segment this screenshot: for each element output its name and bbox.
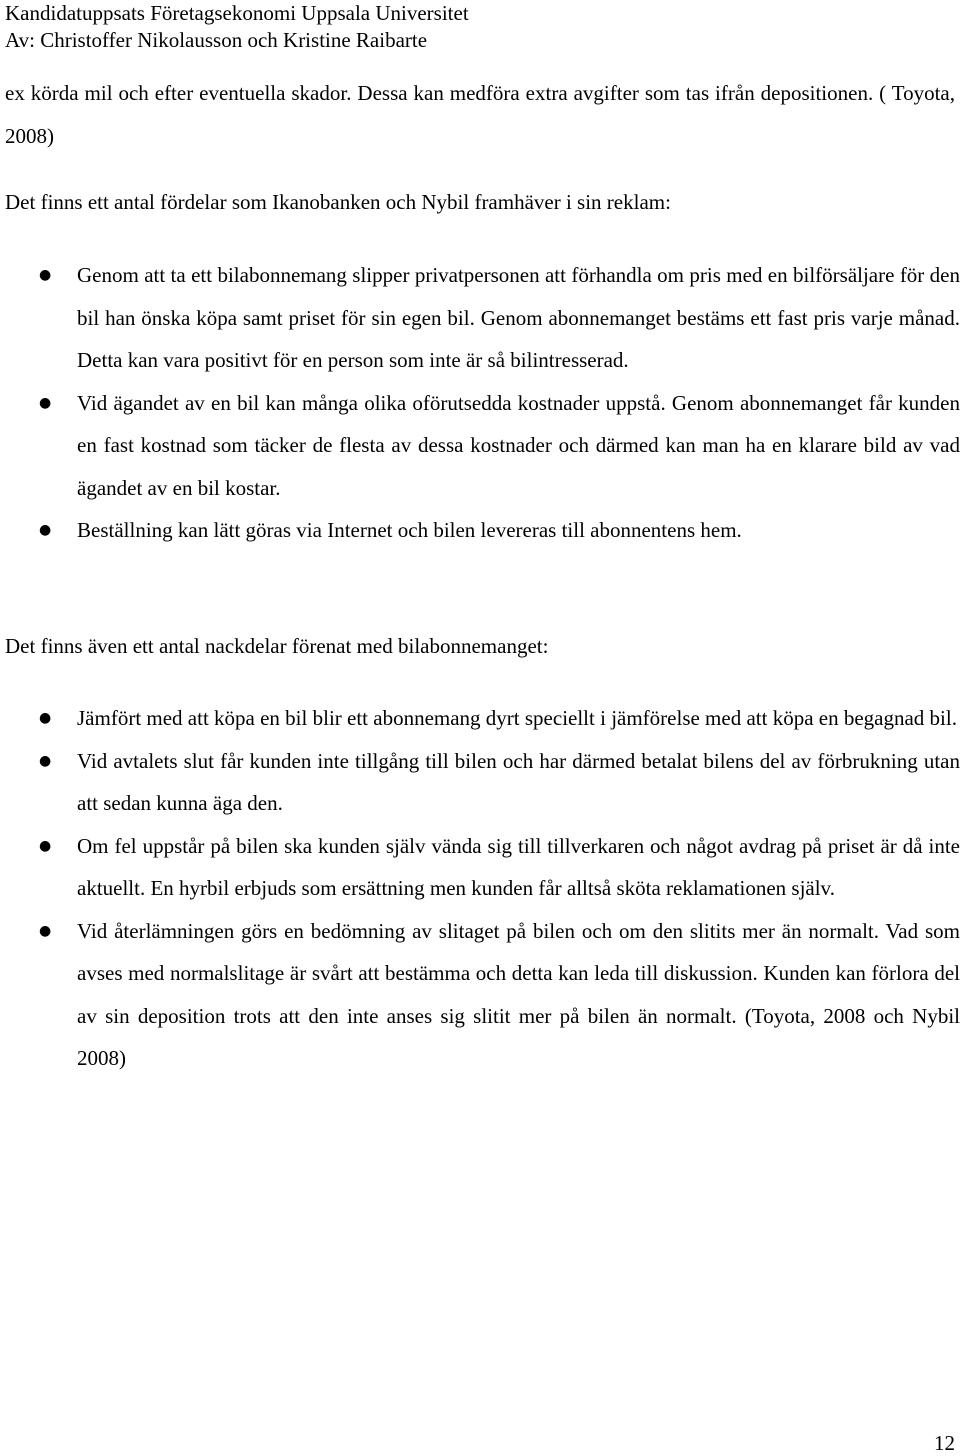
continuation-paragraph-block (5, 72, 955, 157)
disadvantages-list (0, 697, 960, 1080)
header-authors-line: Av: Christoffer Nikolausson och Kristine Raibarte (5, 28, 428, 52)
disadvantages-intro: Det finns även ett antal nackdelar förenat med bilabonnemanget: (5, 634, 549, 658)
disadvantage-text: Vid återlämningen görs en bedömning av slitaget på bilen och om den slitits mer än normalt. Vad som avses med normalslitage är svårt att bestämma och detta kan leda till diskussion. Kunden kan förlora del av sin deposition trots att den inte anses sig slitit mer på bilen än normalt. (Toyota, 2008 och Nybil 2008) (77, 918, 960, 1070)
bullet-icon: ● (39, 267, 52, 283)
disadvantages-intro-block (5, 625, 955, 668)
page-number: 12 (934, 1431, 955, 1455)
header-course-line: Kandidatuppsats Företagsekonomi Uppsala Universitet (5, 1, 469, 25)
list-item (0, 382, 960, 510)
list-item (0, 910, 960, 1080)
list-item (0, 740, 960, 825)
advantage-text: Vid ägandet av en bil kan många olika oförutsedda kostnader uppstå. Genom abonnemanget får kunden en fast kostnad som täcker de flesta av dessa kostnader och därmed kan man ha en klarare bild av vad ägandet av en bil kostar. (77, 390, 960, 500)
continuation-paragraph: ex körda mil och efter eventuella skador. Dessa kan medföra extra avgifter som tas ifrån depositionen. ( Toyota, 2008) (5, 81, 955, 148)
advantage-text: Genom att ta ett bilabonnemang slipper privatpersonen att förhandla om pris med en bilförsäljare för den bil han önska köpa samt priset för sin egen bil. Genom abonnemanget bestäms ett fast pris varje månad. Detta kan vara positivt för en person som inte är så bilintresserad. (77, 263, 960, 372)
bullet-icon: ● (39, 522, 52, 538)
advantages-intro-block (5, 181, 955, 224)
page-header (5, 0, 955, 54)
advantages-list-block (0, 254, 960, 552)
disadvantage-text: Vid avtalets slut får kunden inte tillgång till bilen och har därmed betalat bilens del av förbrukning utan att sedan kunna äga den. (77, 748, 960, 815)
bullet-icon: ● (39, 752, 52, 769)
bullet-icon: ● (39, 394, 52, 411)
disadvantage-text: Jämfört med att köpa en bil blir ett abonnemang dyrt speciellt i jämförelse med att köpa en begagnad bil. (77, 706, 957, 730)
list-item (0, 254, 960, 382)
advantage-text: Beställning kan lätt göras via Internet och bilen levereras till abonnentens hem. (77, 518, 742, 542)
list-item (0, 697, 960, 740)
bullet-icon: ● (39, 837, 52, 854)
advantages-intro: Det finns ett antal fördelar som Ikanobanken och Nybil framhäver i sin reklam: (5, 190, 671, 214)
disadvantages-list-block (0, 697, 960, 1080)
bullet-icon: ● (39, 710, 52, 726)
bullet-icon: ● (39, 922, 52, 939)
list-item (0, 825, 960, 910)
advantages-list (0, 254, 960, 552)
disadvantage-text: Om fel uppstår på bilen ska kunden själv vända sig till tillverkaren och något avdrag på priset är då inte aktuellt. En hyrbil erbjuds som ersättning men kunden får alltså sköta reklamationen själv. (77, 833, 960, 900)
list-item (0, 509, 960, 552)
